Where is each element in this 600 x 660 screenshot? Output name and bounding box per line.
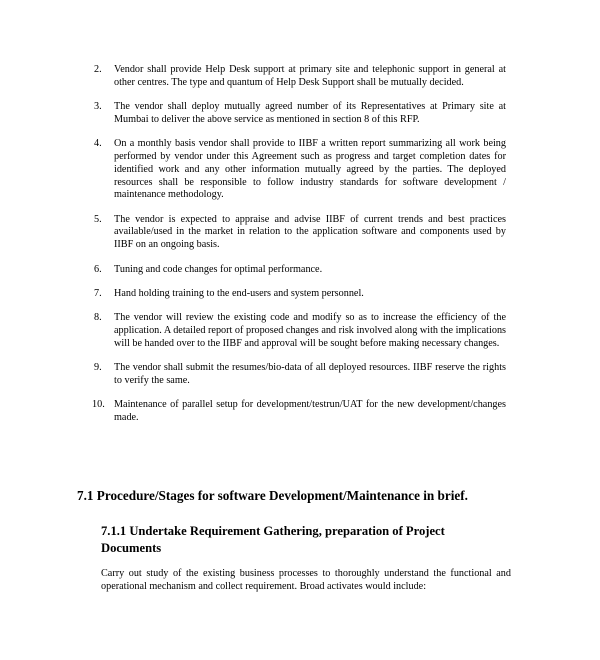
list-item-text: Maintenance of parallel setup for development/testrun/UAT for the new development/changes made. bbox=[114, 399, 506, 423]
list-item bbox=[94, 399, 506, 425]
list-item bbox=[94, 264, 506, 277]
list-item-text: Tuning and code changes for optimal performance. bbox=[114, 263, 323, 275]
list-item bbox=[94, 288, 506, 301]
list-item bbox=[94, 312, 506, 350]
list-item-text: The vendor is expected to appraise and advise IIBF of current trends and best practices available/used in the market in relation to the application software and components used by IIBF on an ongoing basis. bbox=[114, 213, 506, 251]
list-item bbox=[94, 101, 506, 127]
list-item bbox=[94, 138, 506, 202]
section-heading: 7.1 Procedure/Stages for software Development/Maintenance in brief. bbox=[77, 488, 468, 503]
list-item-number: 7. bbox=[94, 287, 102, 299]
list-item-number: 5. bbox=[94, 213, 102, 225]
list-item-text: On a monthly basis vendor shall provide to IIBF a written report summarizing all work being performed by vendor under this Agreement such as progress and target completion dates for identified work and any other information mutually agreed by the parties. The deployed resources shall be responsible to follow industry standards for software development / maintenance methodology. bbox=[114, 138, 506, 201]
list-item bbox=[94, 214, 506, 252]
list-item-number: 8. bbox=[94, 312, 102, 324]
list-item-number: 6. bbox=[94, 263, 102, 275]
list-item-text: The vendor shall deploy mutually agreed number of its Representatives at Primary site at Mumbai to deliver the above service as mentioned in section 8 of this RFP. bbox=[114, 101, 506, 125]
numbered-list bbox=[94, 64, 506, 436]
body-paragraph: Carry out study of the existing business processes to thoroughly understand the functional and operational mechanism and collect requirement. Broad activates would include: bbox=[101, 568, 511, 592]
list-item bbox=[94, 362, 506, 388]
list-item-text: Vendor shall provide Help Desk support at primary site and telephonic support in general at other centres. The type and quantum of Help Desk Support shall be mutually decided. bbox=[114, 64, 506, 88]
list-item-number: 3. bbox=[94, 101, 102, 113]
list-item bbox=[94, 64, 506, 90]
list-item-number: 10. bbox=[92, 399, 105, 411]
list-item-number: 9. bbox=[94, 362, 102, 374]
subsection-heading: 7.1.1 Undertake Requirement Gathering, preparation of Project Documents bbox=[101, 524, 445, 555]
list-item-number: 2. bbox=[94, 64, 102, 75]
list-item-text: Hand holding training to the end-users and system personnel. bbox=[114, 287, 364, 299]
list-item-text: The vendor shall submit the resumes/bio-data of all deployed resources. IIBF reserve the rights to verify the same. bbox=[114, 362, 506, 386]
list-item-text: The vendor will review the existing code and modify so as to increase the efficiency of the application. A detailed report of proposed changes and risk involved along with the implications will be handed over to the IIBF and approval will be sought before making necessary changes. bbox=[114, 312, 506, 349]
list-item-number: 4. bbox=[94, 138, 102, 150]
